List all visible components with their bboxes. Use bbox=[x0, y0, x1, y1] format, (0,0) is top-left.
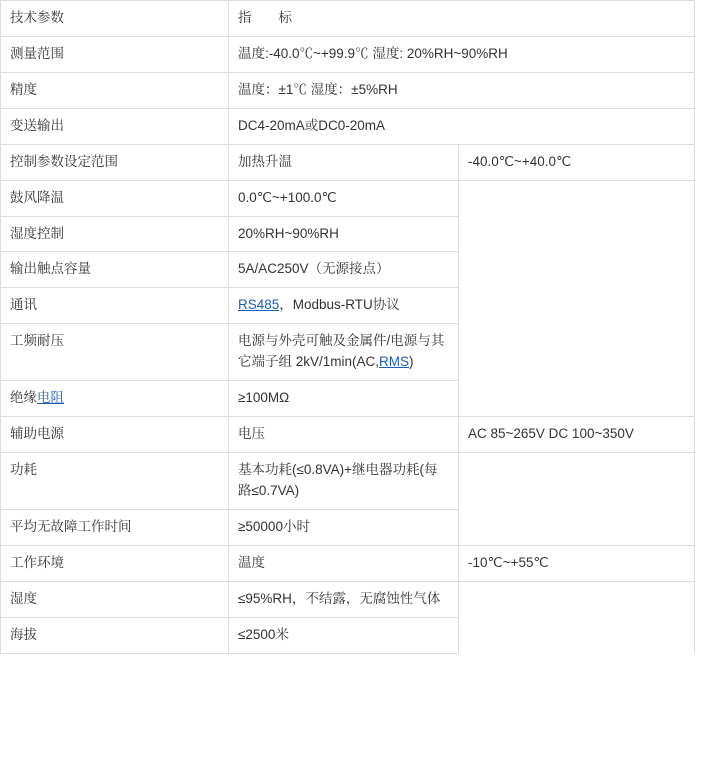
row-label-cell: 海拔 bbox=[1, 617, 229, 653]
table-row bbox=[1, 617, 695, 653]
row-label-cell: 辅助电源 bbox=[1, 417, 229, 453]
row-value-cell: 基本功耗(≤0.8VA)+继电器功耗(每路≤0.7VA) bbox=[229, 452, 459, 509]
row-label-cell: 功耗 bbox=[1, 452, 229, 509]
row-label-cell: 绝缘电阻 bbox=[1, 381, 229, 417]
table-body bbox=[1, 1, 695, 654]
table-row bbox=[1, 72, 695, 108]
row-label-cell: 湿度控制 bbox=[1, 216, 229, 252]
rs485-link[interactable]: RS485 bbox=[238, 297, 280, 313]
table-row bbox=[1, 108, 695, 144]
row-label-cell: 工作环境 bbox=[1, 545, 229, 581]
row-extra-cell-empty bbox=[459, 324, 695, 381]
row-extra-cell-empty bbox=[459, 252, 695, 288]
row-extra-cell-empty bbox=[459, 617, 695, 653]
rms-link[interactable]: RMS bbox=[379, 354, 410, 370]
row-value-cell: 温度 bbox=[229, 545, 459, 581]
table-row bbox=[1, 252, 695, 288]
row-label-cell: 工频耐压 bbox=[1, 324, 229, 381]
row-value-cell: 温度：±1℃ 湿度：±5%RH bbox=[229, 72, 695, 108]
row-label-cell: 测量范围 bbox=[1, 36, 229, 72]
row-extra-cell: -10℃~+55℃ bbox=[459, 545, 695, 581]
row-value-cell: 电源与外壳可触及金属件/电源与其它端子组 2kV/1min(AC,RMS) bbox=[229, 324, 459, 381]
table-row bbox=[1, 452, 695, 509]
table-row bbox=[1, 144, 695, 180]
row-extra-cell: -40.0℃~+40.0℃ bbox=[459, 144, 695, 180]
table-row bbox=[1, 216, 695, 252]
row-extra-cell-empty bbox=[459, 381, 695, 417]
row-extra-cell-empty bbox=[459, 509, 695, 545]
row-label-cell: 湿度 bbox=[1, 581, 229, 617]
row-value-cell: DC4-20mA或DC0-20mA bbox=[229, 108, 695, 144]
row-label-cell: 鼓风降温 bbox=[1, 180, 229, 216]
table-row bbox=[1, 381, 695, 417]
row-extra-cell-empty bbox=[459, 216, 695, 252]
row-extra-cell-empty bbox=[459, 581, 695, 617]
table-row bbox=[1, 288, 695, 324]
table-row bbox=[1, 545, 695, 581]
table-row bbox=[1, 324, 695, 381]
row-extra-cell: AC 85~265V DC 100~350V bbox=[459, 417, 695, 453]
row-value-cell: 5A/AC250V（无源接点） bbox=[229, 252, 459, 288]
row-value-cell: ≤95%RH，不结露，无腐蚀性气体 bbox=[229, 581, 459, 617]
resistance-link[interactable]: 电阻 bbox=[37, 390, 64, 406]
row-label-cell: 通讯 bbox=[1, 288, 229, 324]
table-row bbox=[1, 36, 695, 72]
row-label-cell: 变送输出 bbox=[1, 108, 229, 144]
row-label-cell: 控制参数设定范围 bbox=[1, 144, 229, 180]
table-row bbox=[1, 509, 695, 545]
row-label-cell: 输出触点容量 bbox=[1, 252, 229, 288]
row-value-cell: 0.0℃~+100.0℃ bbox=[229, 180, 459, 216]
row-extra-cell-empty bbox=[459, 452, 695, 509]
row-label-cell: 技术参数 bbox=[1, 1, 229, 37]
row-value-cell: 温度:-40.0℃~+99.9℃ 湿度: 20%RH~90%RH bbox=[229, 36, 695, 72]
row-value-cell: ≥50000小时 bbox=[229, 509, 459, 545]
table-row bbox=[1, 1, 695, 37]
row-value-cell: ≤2500米 bbox=[229, 617, 459, 653]
row-label-cell: 平均无故障工作时间 bbox=[1, 509, 229, 545]
row-value-cell: 加热升温 bbox=[229, 144, 459, 180]
row-value-cell: 20%RH~90%RH bbox=[229, 216, 459, 252]
row-value-cell: ≥100MΩ bbox=[229, 381, 459, 417]
row-extra-cell-empty bbox=[459, 180, 695, 216]
row-value-cell: 指 标 bbox=[229, 1, 695, 37]
row-extra-cell-empty bbox=[459, 288, 695, 324]
table-row bbox=[1, 581, 695, 617]
row-label-cell: 精度 bbox=[1, 72, 229, 108]
table-row bbox=[1, 417, 695, 453]
table-row bbox=[1, 180, 695, 216]
row-value-cell: RS485，Modbus-RTU协议 bbox=[229, 288, 459, 324]
row-value-cell: 电压 bbox=[229, 417, 459, 453]
